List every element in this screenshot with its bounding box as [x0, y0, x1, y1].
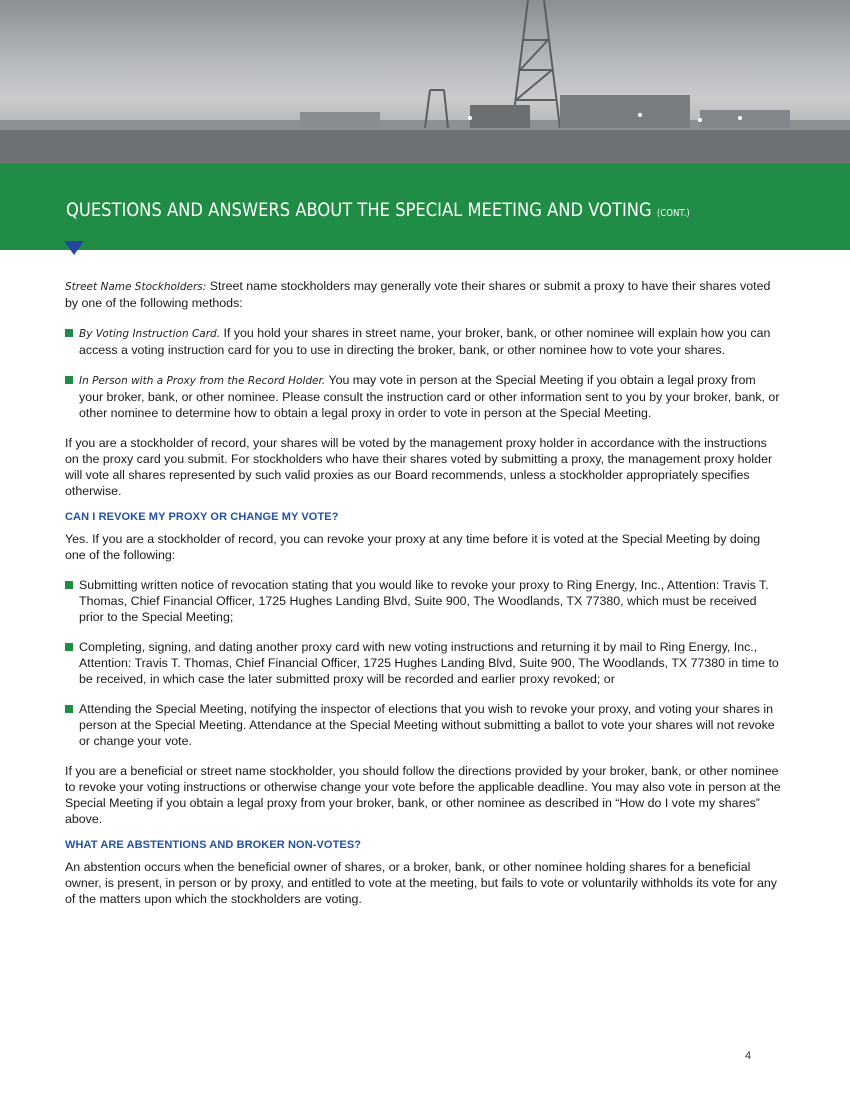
oil-rig-header-photo: [0, 0, 850, 163]
section-header-bar: [0, 163, 850, 250]
bullet-lead: In Person with a Proxy from the Record Holder.: [79, 375, 326, 387]
bullet-text: Submitting written notice of revocation stating that you would like to revoke your proxy to Ring Energy, Inc., Attention: Travis T. Thomas, Chief Financial Officer, 1725 Hughes Landing Blvd, Suite 900, The Woodlands, TX 77380, which must be received prior to the Special Meeting;: [79, 578, 769, 624]
bullet-text: Completing, signing, and dating another proxy card with new voting instructions and returning it by mail to Ring Energy, Inc., Attention: Travis T. Thomas, Chief Financial Officer, 1725 Hughes Landing Blvd, Suite 900, The Woodlands, TX 77380 in time to be received, in which case the later submitted proxy will be recorded and earlier proxy revoked; or: [79, 640, 779, 686]
street-name-lead: Street Name Stockholders:: [65, 281, 207, 293]
document-body: [65, 278, 783, 921]
street-name-text: Street name stockholders may generally vote their shares or submit a proxy to have their shares voted by one of the following methods:: [65, 279, 771, 310]
section-heading-revoke: CAN I REVOKE MY PROXY OR CHANGE MY VOTE?: [65, 511, 339, 523]
list-item: [65, 577, 783, 625]
section-heading-abstentions: WHAT ARE ABSTENTIONS AND BROKER NON-VOTES?: [65, 839, 362, 851]
bullet-text: You may vote in person at the Special Meeting if you obtain a legal proxy from your broker, bank, or other nominee. Please consult the instruction card or other information sent to you by your broker, bank, or other nominee to determine how to obtain a legal proxy in order to vote in person at the Special Meeting.: [79, 373, 780, 420]
page-title-text: QUESTIONS AND ANSWERS ABOUT THE SPECIAL MEETING AND VOTING: [66, 199, 652, 221]
bullet-text: Attending the Special Meeting, notifying the inspector of elections that you wish to revoke your proxy, and voting your shares in person at the Special Meeting. Attendance at the Special Meeting without submitting a ballot to vote your shares will not revoke or change your vote.: [79, 702, 775, 748]
revoke-closing-paragraph: If you are a beneficial or street name stockholder, you should follow the directions provided by your broker, bank, or other nominee to revoke your voting instructions or otherwise change your vote before the applicable deadline. You may also vote in person at the Special Meeting if you obtain a legal proxy from your broker, bank, or other nominee as described in “How do I vote my shares” above.: [65, 764, 781, 826]
bullet-square-icon: [65, 376, 73, 384]
bullet-square-icon: [65, 705, 73, 713]
list-item: [65, 372, 783, 421]
list-item: [65, 325, 783, 358]
abstentions-paragraph: An abstention occurs when the beneficial owner of shares, or a broker, bank, or other nominee holding shares for a beneficial owner, is present, in person or by proxy, and entitled to vote at the meeting, but fails to vote or voluntarily withholds its vote for any of the matters upon which the stockholders are voting.: [65, 860, 777, 906]
list-item: [65, 639, 783, 687]
revoke-intro-paragraph: Yes. If you are a stockholder of record, you can revoke your proxy at any time before it is voted at the Special Meeting by doing one of the following:: [65, 532, 761, 562]
oil-rig-silhouette: [0, 0, 850, 163]
bullet-lead: By Voting Instruction Card.: [79, 328, 221, 340]
page-title: [66, 195, 690, 229]
bullet-square-icon: [65, 643, 73, 651]
bullet-text: If you hold your shares in street name, your broker, bank, or other nominee will explain how you can access a voting instruction card for you to use in directing the broker, bank, or other nominee how to vote your shares.: [79, 326, 771, 357]
bullet-square-icon: [65, 581, 73, 589]
bullet-square-icon: [65, 329, 73, 337]
list-item: [65, 701, 783, 749]
record-holder-paragraph: If you are a stockholder of record, your shares will be voted by the management proxy holder in accordance with the instructions on the proxy card you submit. For stockholders who have their shares voted by submitting a proxy, the management proxy holder will vote all shares represented by such valid proxies as our Board recommends, unless a stockholder appropriately specifies otherwise.: [65, 436, 773, 498]
page-number: 4: [745, 1050, 752, 1062]
page-title-suffix: (CONT.): [656, 208, 690, 219]
triangle-pointer-icon: [64, 241, 84, 255]
street-name-paragraph: [65, 278, 783, 311]
